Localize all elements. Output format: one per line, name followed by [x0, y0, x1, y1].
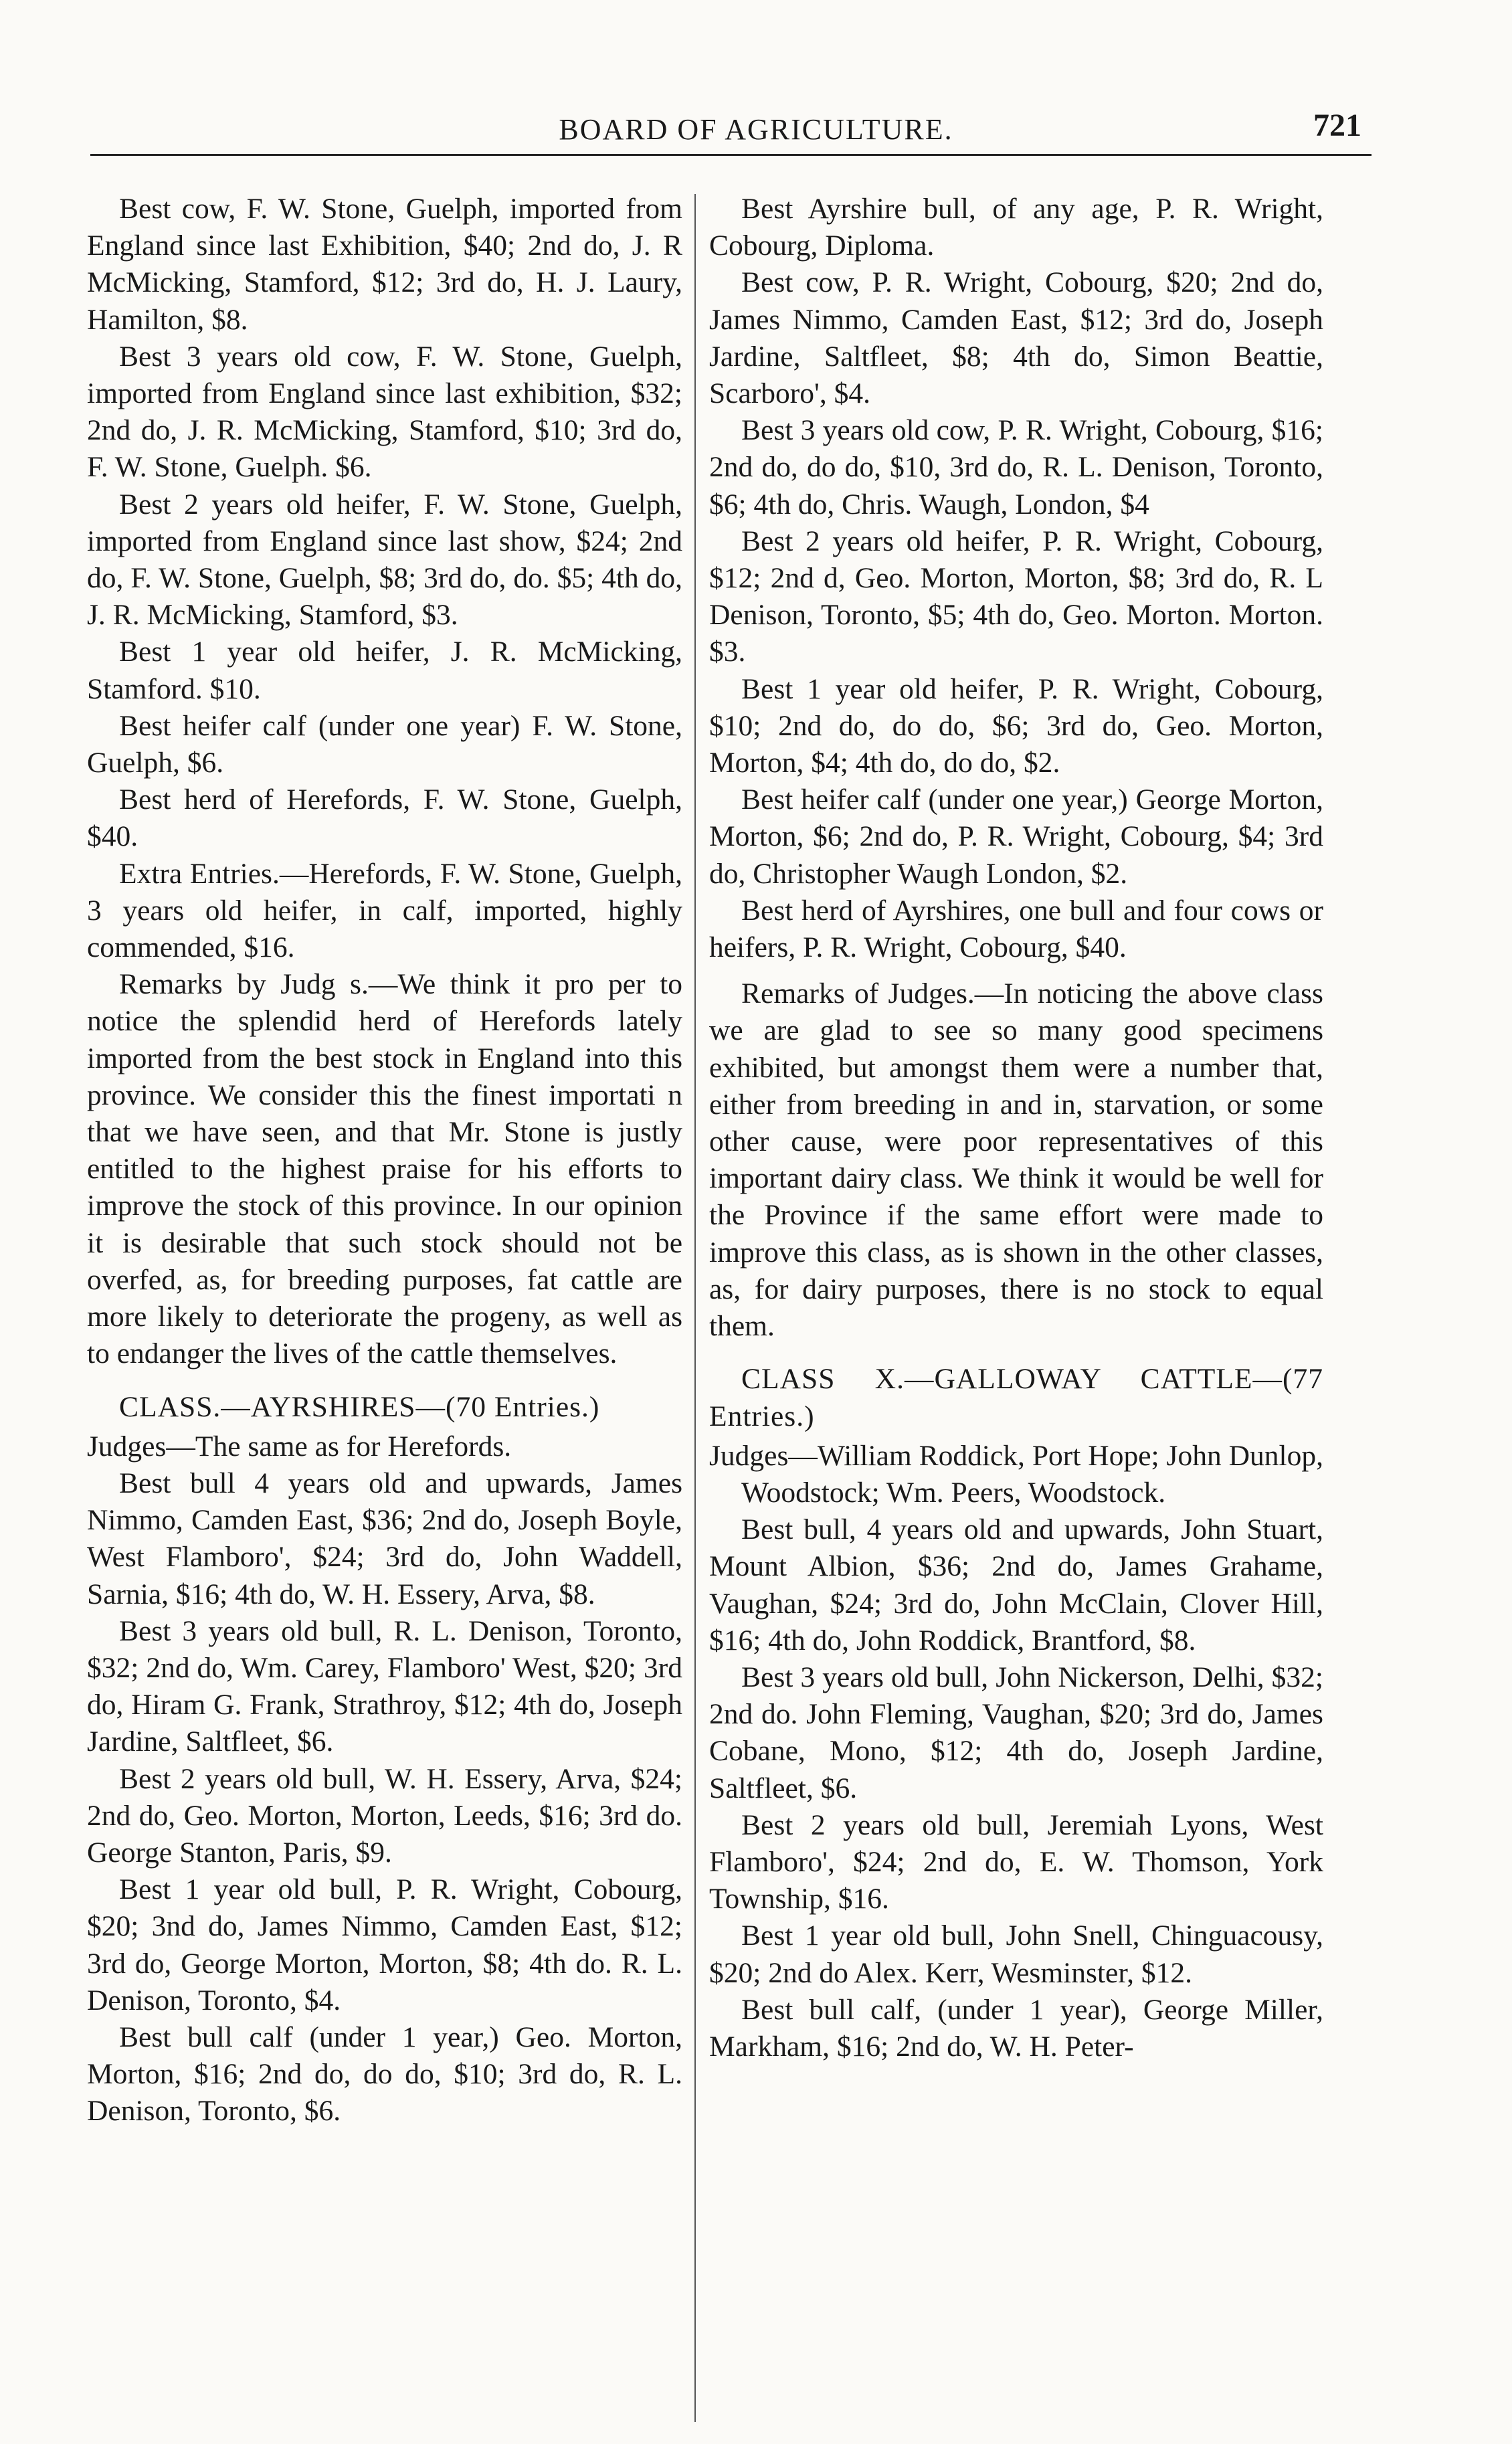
paragraph: Best 1 year old bull, P. R. Wright, Cobourg, $20; 3nd do, James Nimmo, Camden East, $12; 3rd do, George Morton, Morton, $8; 4th do. R. L. Denison, Toronto, $4. [87, 1873, 682, 2016]
paragraph: Best bull 4 years old and upwards, James Nimmo, Camden East, $36; 2nd do, Joseph Boyle, West Flamboro', $24; 3rd do, John Waddell, Sarnia, $16; 4th do, W. H. Essery, Arva, $8. [87, 1467, 682, 1610]
column-divider [694, 194, 696, 2422]
running-title: BOARD OF AGRICULTURE. [559, 113, 953, 146]
judges-line: Judges—William Roddick, Port Hope; John Dunlop, Woodstock; Wm. Peers, Woodstock. [709, 1439, 1323, 1509]
judges-remarks: Remarks by Judg s.—We think it pro per to notice the splendid herd of Herefords lately imported from the best stock in England into this province. We consider this the finest importati n that we have seen, and that Mr. Stone is justly entitled to the highest praise for his efforts to improve the stock of this province. In our opinion it is desirable that such stock should not be overfed, as, for breeding purposes, fat cattle are more likely to deteriorate the progeny, as well as to endanger the lives of the cattle themselves. [87, 968, 682, 1370]
paragraph: Best cow, F. W. Stone, Guelph, imported from England since last Exhibition, $40; 2nd do, J. R McMicking, Stamford, $12; 3rd do, H. J. Laury, Hamilton, $8. [87, 193, 682, 336]
paragraph: Best herd of Herefords, F. W. Stone, Guelph, $40. [87, 783, 682, 853]
paragraph: Best herd of Ayrshires, one bull and four cows or heifers, P. R. Wright, Cobourg, $40. [709, 894, 1323, 964]
paragraph: Best cow, P. R. Wright, Cobourg, $20; 2nd do, James Nimmo, Camden East, $12; 3rd do, Joseph Jardine, Saltfleet, $8; 4th do, Simon Beattie, Scarboro', $4. [709, 266, 1323, 410]
paragraph: Best 3 years old bull, R. L. Denison, Toronto, $32; 2nd do, Wm. Carey, Flamboro' West, $20; 3rd do, Hiram G. Frank, Strathroy, $12; 4th do, Joseph Jardine, Saltfleet, $6. [87, 1614, 682, 1758]
paragraph: Best 2 years old bull, W. H. Essery, Arva, $24; 2nd do, Geo. Morton, Morton, Leeds, $16; 3rd do. George Stanton, Paris, $9. [87, 1762, 682, 1869]
page-header [0, 107, 1512, 161]
paragraph: Best bull calf (under 1 year,) Geo. Morton, Morton, $16; 2nd do, do do, $10; 3rd do, R. L. Denison, Toronto, $6. [87, 2020, 682, 2128]
paragraph: Best heifer calf (under one year) F. W. Stone, Guelph, $6. [87, 709, 682, 779]
header-rule [90, 154, 1372, 156]
right-column [709, 191, 1323, 2065]
paragraph: Best heifer calf (under one year,) George Morton, Morton, $6; 2nd do, P. R. Wright, Cobourg, $4; 3rd do, Christopher Waugh London, $2. [709, 783, 1323, 890]
paragraph: Best 3 years old cow, P. R. Wright, Cobourg, $16; 2nd do, do do, $10, 3rd do, R. L. Denison, Toronto, $6; 4th do, Chris. Waugh, London, $4 [709, 414, 1323, 521]
page-number: 721 [1313, 108, 1361, 143]
paragraph: Best bull calf, (under 1 year), George Miller, Markham, $16; 2nd do, W. H. Peter- [709, 1993, 1323, 2063]
left-column [87, 191, 682, 2130]
paragraph: Best 1 year old heifer, J. R. McMicking, Stamford. $10. [87, 636, 682, 705]
paragraph: Best 2 years old heifer, P. R. Wright, Cobourg, $12; 2nd d, Geo. Morton, Morton, $8; 3rd do, R. L Denison, Toronto, $5; 4th do, Geo. Morton. Morton. $3. [709, 525, 1323, 668]
judges-line: Judges—The same as for Herefords. [87, 1430, 512, 1463]
paragraph: Best bull, 4 years old and upwards, John Stuart, Mount Albion, $36; 2nd do, James Grahame, Vaughan, $24; 3rd do, John McClain, Clover Hill, $16; 4th do, John Roddick, Brantford, $8. [709, 1513, 1323, 1657]
judges-remarks: Remarks of Judges.—In noticing the above class we are glad to see so many good specimens exhibited, but amongst them were a number that, either from breeding in and in, starvation, or some other cause, were poor representatives of this important dairy class. We think it would be well for the Province if the same effort were made to improve this class, as is shown in the other classes, as, for dairy purposes, there is no stock to equal them. [709, 977, 1323, 1343]
paragraph: Best Ayrshire bull, of any age, P. R. Wright, Cobourg, Diploma. [709, 193, 1323, 262]
paragraph: Best 3 years old cow, F. W. Stone, Guelph, imported from England since last exhibition, $32; 2nd do, J. R. McMicking, Stamford, $10; 3rd do, F. W. Stone, Guelph. $6. [87, 340, 682, 484]
paragraph: Best 1 year old heifer, P. R. Wright, Cobourg, $10; 2nd do, do do, $6; 3rd do, Geo. Morton, Morton, $4; 4th do, do do, $2. [709, 672, 1323, 779]
class-heading: CLASS.—AYRSHIRES—(70 Entries.) [119, 1390, 600, 1423]
paragraph: Best 1 year old bull, John Snell, Chinguacousy, $20; 2nd do Alex. Kerr, Wesminster, $12. [709, 1919, 1323, 1989]
paragraph: Best 2 years old heifer, F. W. Stone, Guelph, imported from England since last show, $24; 2nd do, F. W. Stone, Guelph, $8; 3rd do, do. $5; 4th do, J. R. McMicking, Stamford, $3. [87, 488, 682, 632]
class-heading: CLASS X.—GALLOWAY CATTLE—(77 Entries.) [709, 1363, 1323, 1432]
paragraph: Best 2 years old bull, Jeremiah Lyons, West Flamboro', $24; 2nd do, E. W. Thomson, York Township, $16. [709, 1808, 1323, 1915]
paragraph: Best 3 years old bull, John Nickerson, Delhi, $32; 2nd do. John Fleming, Vaughan, $20; 3rd do, James Cobane, Mono, $12; 4th do, Joseph Jardine, Saltfleet, $6. [709, 1661, 1323, 1804]
paragraph: Extra Entries.—Herefords, F. W. Stone, Guelph, 3 years old heifer, in calf, imported, highly commended, $16. [87, 857, 682, 964]
